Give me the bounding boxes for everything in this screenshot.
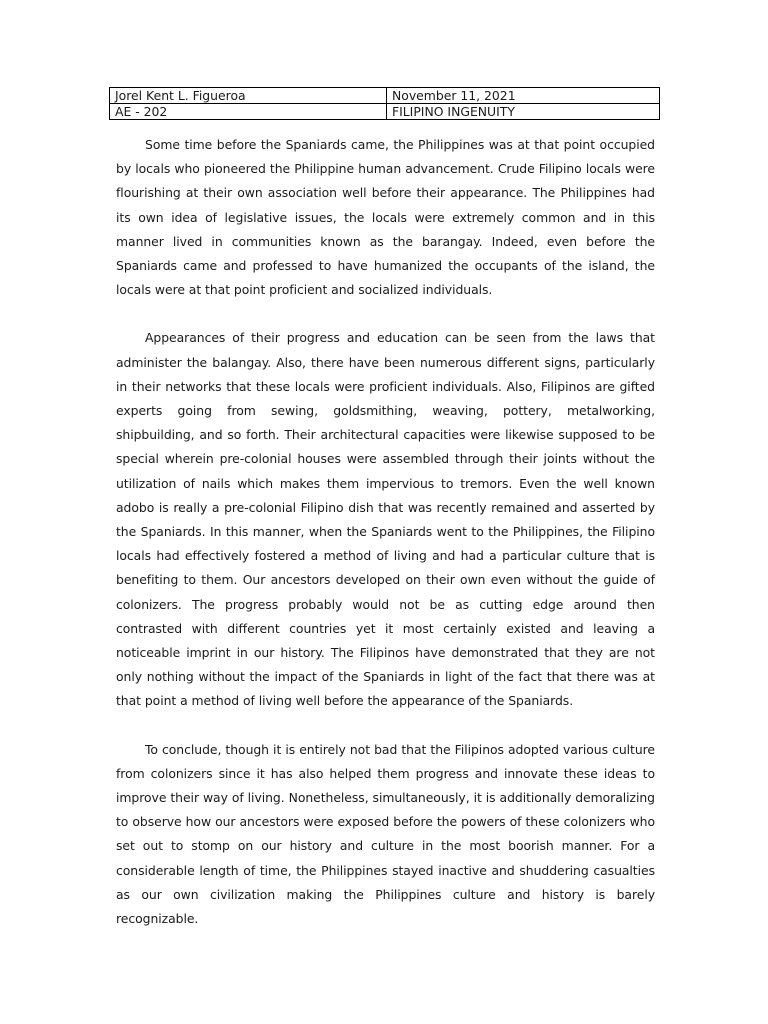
header-row [110, 88, 660, 104]
document-date: November 11, 2021 [387, 88, 660, 104]
essay-paragraph: Appearances of their progress and education can be seen from the laws that administer the balangay. Also, there have been numerous different signs, particularly in their networks that these locals were proficient individuals. Also, Filipinos are gifted experts going from sewing, goldsmithing, weaving, pottery, metalworking, shipbuilding, and so forth. Their architectural capacities were likewise supposed to be special wherein pre-colonial houses were assembled through their joints without the utilization of nails which makes them impervious to tremors. Even the well known adobo is really a pre-colonial Filipino dish that was recently remained and asserted by the Spaniards. In this manner, when the Spaniards went to the Philippines, the Filipino locals had effectively fostered a method of living and had a particular culture that is benefiting to them. Our ancestors developed on their own even without the guide of colonizers. The progress probably would not be as cutting edge around then contrasted with different countries yet it most certainly existed and leaving a noticeable imprint in our history. The Filipinos have demonstrated that they are not only nothing without the impact of the Spaniards in light of the fact that there was at that point a method of living well before the appearance of the Spaniards. [116, 330, 655, 709]
essay-paragraph: Some time before the Spaniards came, the Philippines was at that point occupied by locals who pioneered the Philippine human advancement. Crude Filipino locals were flourishing at their own association well before their appearance. The Philippines had its own idea of legislative issues, the locals were extremely common and in this manner lived in communities known as the barangay. Indeed, even before the Spaniards came and professed to have humanized the occupants of the island, the locals were at that point proficient and socialized individuals. [116, 137, 655, 298]
document-title: FILIPINO INGENUITY [387, 104, 660, 120]
essay-paragraph: To conclude, though it is entirely not bad that the Filipinos adopted various culture from colonizers since it has also helped them progress and innovate these ideas to improve their way of living. Nonetheless, simultaneously, it is additionally demoralizing to observe how our ancestors were exposed before the powers of these colonizers who set out to stomp on our history and culture in the most boorish manner. For a considerable length of time, the Philippines stayed inactive and shuddering casualties as our own civilization making the Philippines culture and history is barely recognizable. [116, 741, 655, 927]
header-row [110, 104, 660, 120]
essay-body [116, 133, 655, 955]
student-name: Jorel Kent L. Figueroa [110, 88, 387, 104]
header-table [109, 87, 660, 120]
course-section: AE - 202 [110, 104, 387, 120]
